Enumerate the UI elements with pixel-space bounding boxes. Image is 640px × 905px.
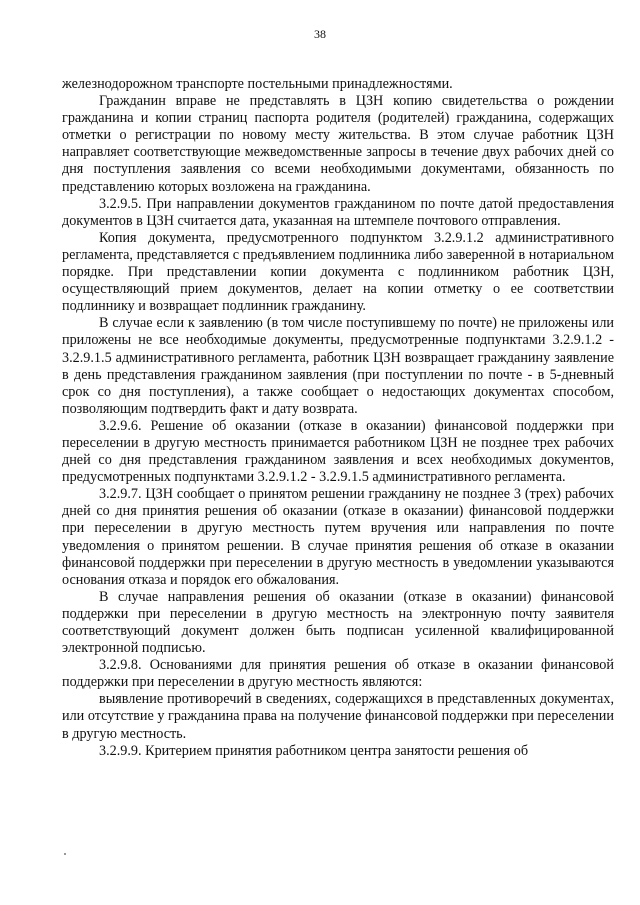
document-body xyxy=(62,76,614,760)
paragraph: 3.2.9.6. Решение об оказании (отказе в оказании) финансовой поддержки при переселении в другую местность принимается работником ЦЗН не позднее трех рабочих дней со дня представления гражданином заявления и всех необходимых документов, предусмотренных подпунктами 3.2.9.1.2 - 3.2.9.1.5 административного регламента. xyxy=(62,417,614,486)
paragraph: железнодорожном транспорте постельными принадлежностями. xyxy=(62,76,453,92)
margin-mark xyxy=(64,853,66,855)
paragraph: 3.2.9.7. ЦЗН сообщает о принятом решении гражданину не позднее 3 (трех) рабочих дней со дня принятия решения об оказании (отказе в оказании) финансовой поддержки при переселении в другую местность путем вручения или направления по почте уведомления о принятом решении. В случае принятия решения об отказе в оказании финансовой поддержки при переселении в другую местность в уведомлении указываются основания отказа и порядок его обжалования. xyxy=(62,486,614,588)
paragraph: В случае направления решения об оказании (отказе в оказании) финансовой поддержки при переселении в другую местность на электронную почту заявителя соответствующий документ должен быть подписан усиленной квалифицированной электронной подписью. xyxy=(62,588,614,657)
paragraph: Гражданин вправе не представлять в ЦЗН копию свидетельства о рождении гражданина и копии страниц паспорта родителя (родителей) гражданина, содержащих отметки о регистрации по новому месту жительства. В этом случае работник ЦЗН направляет соответствующие межведомственные запросы в течение двух рабочих дней со дня поступления заявления со всеми необходимыми документами, обязанность по представлению которых возложена на гражданина. xyxy=(62,93,614,195)
paragraph: Копия документа, предусмотренного подпунктом 3.2.9.1.2 административного регламента, представляется с предъявлением подлинника либо заверенной в нотариальном порядке. При представлении копии документа с подлинником работник ЦЗН, осуществляющий прием документов, делает на копии отметку о ее соответствии подлиннику и возвращает подлинник гражданину. xyxy=(62,229,614,315)
paragraph: 3.2.9.9. Критерием принятия работником центра занятости решения об xyxy=(99,742,529,759)
paragraph: выявление противоречий в сведениях, содержащихся в представленных документах, или отсутствие у гражданина права на получение финансовой поддержки при переселении в другую местность. xyxy=(62,691,614,742)
paragraph: 3.2.9.5. При направлении документов гражданином по почте датой предоставления документов в ЦЗН считается дата, указанная на штемпеле почтового отправления. xyxy=(62,195,614,229)
page-number: 38 xyxy=(314,27,326,41)
paragraph: В случае если к заявлению (в том числе поступившему по почте) не приложены или приложены не все необходимые документы, предусмотренные подпунктами 3.2.9.1.2 - 3.2.9.1.5 административного регламента, работник ЦЗН возвращает гражданину заявление в день представления гражданином заявления (при поступлении по почте - в 5-дневный срок со дня поступления), а также сообщает о недостающих документах способом, позволяющим подтвердить факт и дату возврата. xyxy=(62,315,614,417)
paragraph: 3.2.9.8. Основаниями для принятия решения об отказе в оказании финансовой поддержки при переселении в другую местность являются: xyxy=(62,657,614,691)
